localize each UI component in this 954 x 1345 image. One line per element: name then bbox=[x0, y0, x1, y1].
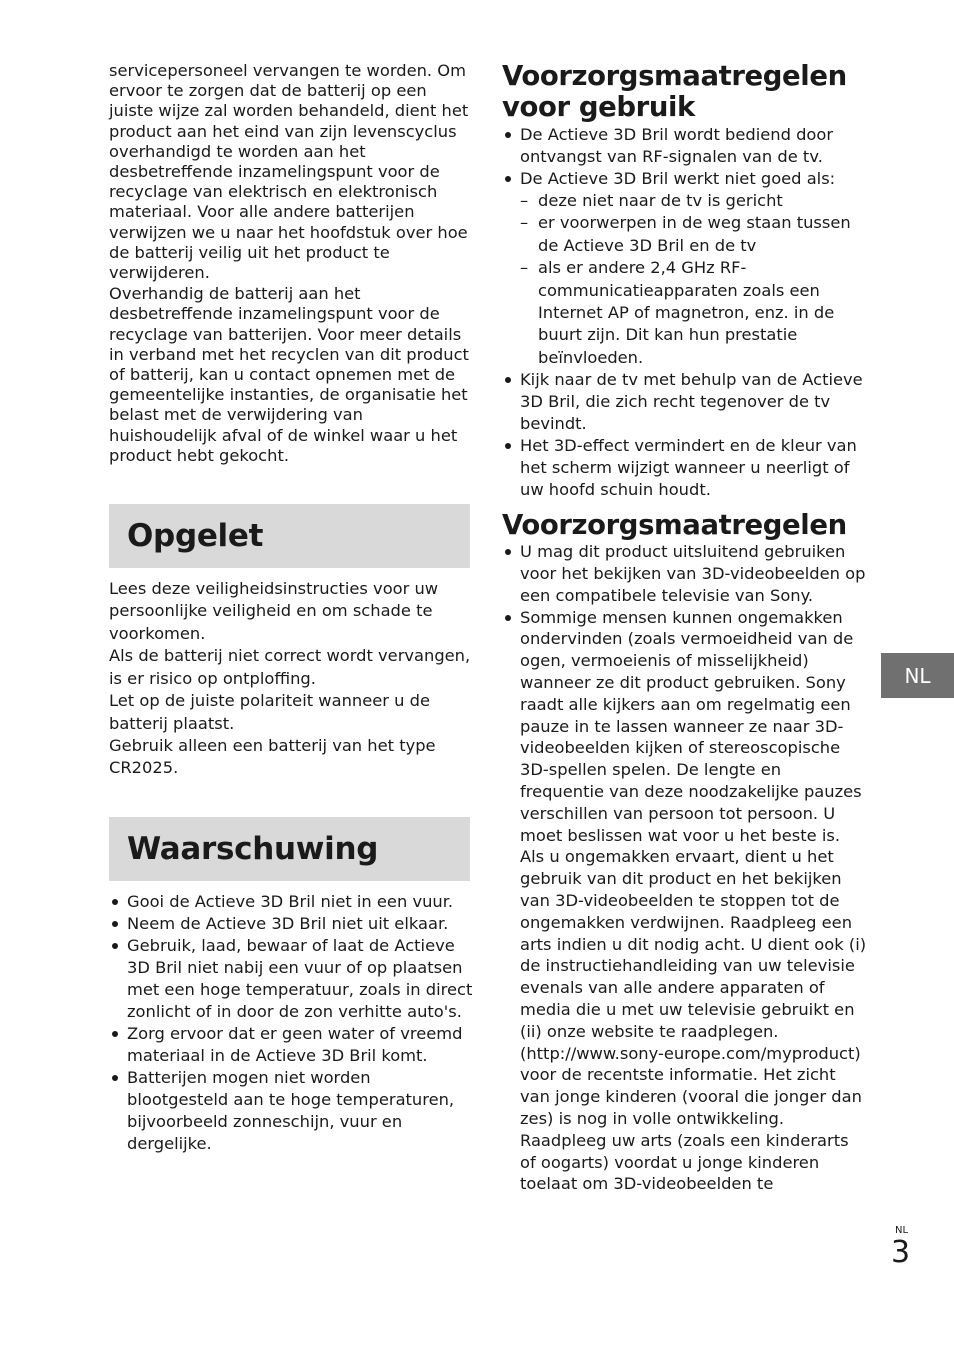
gebruik-heading: Voorzorgsmaatregelen voor gebruik bbox=[502, 60, 847, 123]
list-item: Neem de Actieve 3D Bril niet uit elkaar. bbox=[109, 913, 474, 935]
opgelet-paragraph-4: Gebruik alleen een batterij van het type CR2025. bbox=[109, 735, 436, 778]
opgelet-heading: Opgelet bbox=[127, 518, 264, 555]
opgelet-paragraph-2: Als de batterij niet correct wordt vervangen, is er risico op ontploffing. bbox=[109, 646, 471, 688]
list-item-text: De Actieve 3D Bril werkt niet goed als: bbox=[520, 169, 836, 188]
language-tab: NL bbox=[881, 653, 954, 698]
gebruik-list bbox=[502, 124, 868, 501]
sub-list-item: – er voorwerpen in de weg staan tussen de Actieve 3D Bril en de tv bbox=[520, 212, 868, 257]
waarschuwing-heading: Waarschuwing bbox=[127, 830, 379, 867]
list-item: Het 3D-effect vermindert en de kleur van het scherm wijzigt wanneer u neerligt of uw hoofd schuin houdt. bbox=[502, 435, 868, 501]
footer-language: NL bbox=[895, 1225, 909, 1236]
page-number: 3 bbox=[891, 1235, 911, 1270]
voorzorg-heading: Voorzorgsmaatregelen bbox=[502, 509, 847, 542]
list-item bbox=[502, 168, 868, 369]
list-item: Gebruik, laad, bewaar of laat de Actieve 3D Bril niet nabij een vuur of op plaatsen met een hoge temperatuur, zoals in direct zonlicht of in door de zon verhitte auto's. bbox=[109, 935, 474, 1023]
waarschuwing-list bbox=[109, 891, 474, 1155]
list-item: Zorg ervoor dat er geen water of vreemd materiaal in de Actieve 3D Bril komt. bbox=[109, 1023, 474, 1067]
intro-paragraph-1: servicepersoneel vervangen te worden. Om ervoor te zorgen dat de batterij op een juiste wijze zal worden behandeld, dient het product aan het eind van zijn levenscyclus overhandigd te worden aan het desbetreffende inzamelingspunt voor de recyclage van elektrisch en elektronisch materiaal. Voor alle andere batterijen verwijzen we u naar het hoofdstuk over hoe de batterij veilig uit het product te verwijderen. bbox=[109, 61, 469, 283]
list-item: U mag dit product uitsluitend gebruiken voor het bekijken van 3D-videobeelden op een compatibele televisie van Sony. bbox=[502, 541, 868, 606]
opgelet-section bbox=[109, 578, 474, 780]
voorzorg-list bbox=[502, 541, 868, 1195]
opgelet-paragraph-1: Lees deze veiligheidsinstructies voor uw persoonlijke veiligheid en om schade te voorkomen. bbox=[109, 579, 439, 643]
sub-list bbox=[520, 190, 868, 369]
list-item: Kijk naar de tv met behulp van de Actieve 3D Bril, die zich recht tegenover de tv bevindt. bbox=[502, 369, 868, 435]
right-column bbox=[502, 61, 868, 1195]
sub-list-item: – als er andere 2,4 GHz RF-communicatieapparaten zoals een Internet AP of magnetron, enz. in de buurt zijn. Dit kan hun prestatie beïnvloeden. bbox=[520, 257, 868, 369]
list-item: Sommige mensen kunnen ongemakken ondervinden (zoals vermoeidheid van de ogen, vermoeienis of misselijkheid) wanneer ze dit product gebruiken. Sony raadt alle kijkers aan om regelmatig een pauze in te lassen wanneer ze naar 3D-videobeelden kijken of stereoscopische 3D-spellen spelen. De lengte en frequentie van deze noodzakelijke pauzes verschillen van persoon tot persoon. U moet beslissen wat voor u het beste is. Als u ongemakken ervaart, dient u het gebruik van dit product en het bekijken van 3D-videobeelden te stoppen tot de ongemakken verdwijnen. Raadpleeg een arts indien u dit nodig acht. U dient ook (i) de instructiehandleiding van uw televisie evenals van alle andere apparaten of media die u met uw televisie gebruikt en (ii) onze website te raadplegen. (http://www.sony-europe.com/myproduct) voor de recentste informatie. Het zicht van jonge kinderen (vooral die jonger dan zes) is nog in volle ontwikkeling. Raadpleeg uw arts (zoals een kinderarts of oogarts) voordat u jonge kinderen toelaat om 3D-videobeelden te bbox=[502, 607, 868, 1196]
left-column bbox=[109, 61, 474, 1155]
list-item: Gooi de Actieve 3D Bril niet in een vuur. bbox=[109, 891, 474, 913]
opgelet-paragraph-3: Let op de juiste polariteit wanneer u de batterij plaatst. bbox=[109, 691, 430, 733]
list-item: Batterijen mogen niet worden blootgesteld aan te hoge temperaturen, bijvoorbeeld zonneschijn, vuur en dergelijke. bbox=[109, 1067, 474, 1155]
waarschuwing-heading-box bbox=[109, 817, 470, 881]
sub-list-item: – deze niet naar de tv is gericht bbox=[520, 190, 868, 212]
opgelet-heading-box bbox=[109, 504, 470, 568]
intro-paragraph-2: Overhandig de batterij aan het desbetreffende inzamelingspunt voor de recyclage van batterijen. Voor meer details in verband met het recyclen van dit product of batterij, kan u contact opnemen met de gemeentelijke instanties, de organisatie het belast met de verwijdering van huishoudelijk afval of de winkel waar u het product hebt gekocht. bbox=[109, 284, 469, 465]
list-item: De Actieve 3D Bril wordt bediend door ontvangst van RF-signalen van de tv. bbox=[502, 124, 868, 168]
